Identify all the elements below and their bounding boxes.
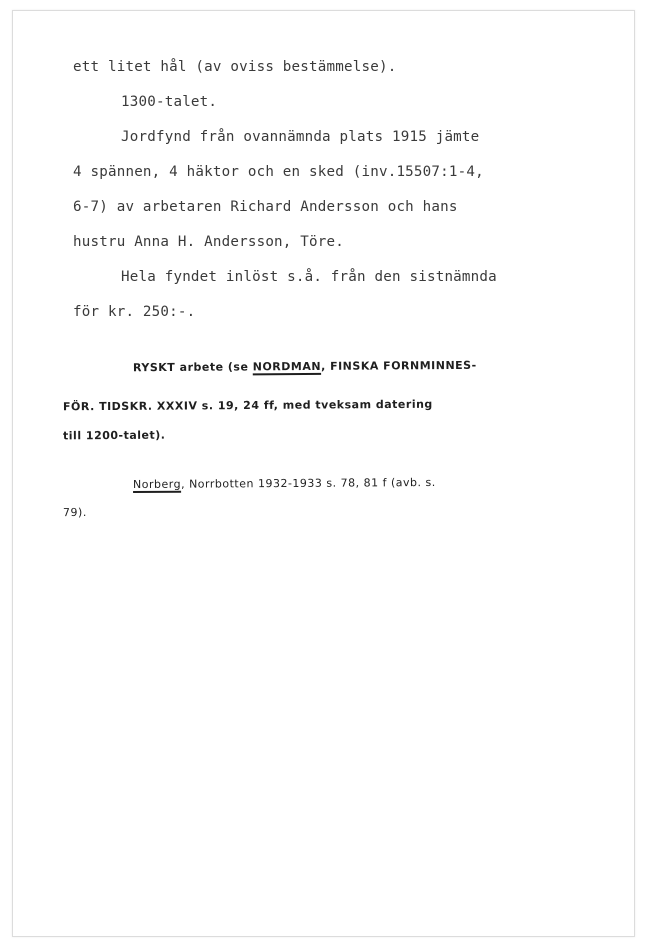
- handwritten-line-1: [133, 359, 477, 374]
- typed-line-6: hustru Anna H. Andersson, Töre.: [73, 234, 344, 250]
- typed-line-4: 4 spännen, 4 häktor och en sked (inv.15507:1-4,: [73, 164, 484, 180]
- handwritten-line-1-suffix: , FINSKA FORNMINNES-: [321, 358, 477, 373]
- handwritten-line-3: till 1200-talet).: [62, 428, 166, 443]
- typed-line-8: för kr. 250:-.: [73, 304, 196, 320]
- typed-line-2: 1300-talet.: [121, 94, 218, 110]
- handwritten-line-4-suffix: , Norrbotten 1932-1933 s. 78, 81 f (avb. s.: [181, 475, 436, 491]
- typed-line-5: 6-7) av arbetaren Richard Andersson och hans: [73, 199, 458, 215]
- handwritten-line-5: 79).: [62, 505, 87, 520]
- typed-line-7: Hela fyndet inlöst s.å. från den sistnämnda: [121, 269, 497, 285]
- archive-card: [12, 10, 635, 937]
- handwritten-author-nordman: NORDMAN: [252, 359, 322, 374]
- handwritten-author-norberg: Norberg: [132, 477, 182, 492]
- typed-line-1: ett litet hål (av oviss bestämmelse).: [73, 59, 397, 75]
- handwritten-line-4: [133, 476, 436, 491]
- handwritten-line-2: FÖR. TIDSKR. XXXIV s. 19, 24 ff, med tveksam datering: [62, 397, 433, 414]
- typed-line-3: Jordfynd från ovannämnda plats 1915 jämte: [121, 129, 480, 145]
- handwritten-line-1-prefix: RYSKT arbete (se: [132, 360, 253, 375]
